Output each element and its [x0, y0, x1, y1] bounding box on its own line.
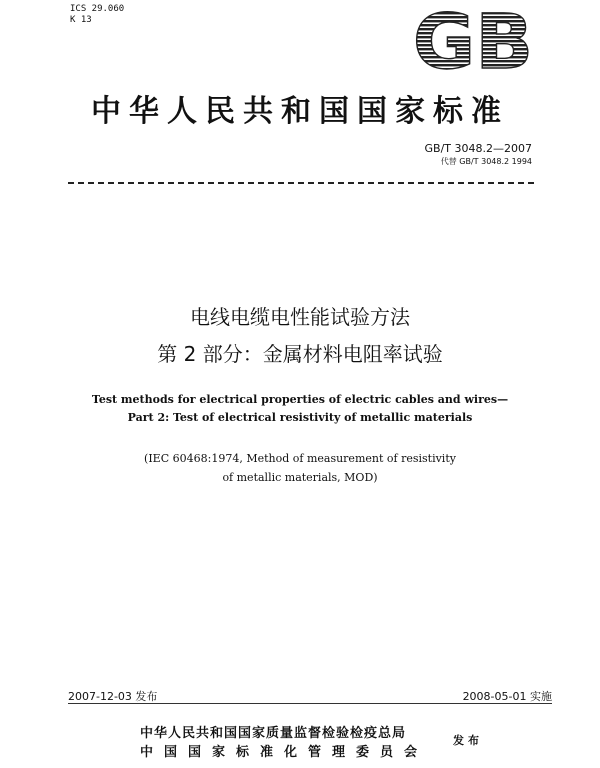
header-divider — [68, 182, 534, 184]
standard-number: GB/T 3048.2—2007 — [424, 142, 532, 155]
title-chinese-line2: 第 2 部分：金属材料电阻率试验 — [157, 342, 443, 366]
title-chinese-line1: 电线电缆电性能试验方法 — [190, 305, 410, 329]
category-code: K 13 — [70, 15, 92, 25]
classification-codes — [70, 4, 124, 26]
title-english-line1: Test methods for electrical properties of electric cables and wires— — [91, 393, 509, 406]
replaces-standard: 代替 GB/T 3048.2 1994 — [440, 157, 532, 166]
footer-divider — [68, 703, 552, 704]
implementation-date: 2008-05-01 实施 — [462, 690, 552, 703]
iec-reference-line2: of metallic materials, MOD) — [222, 471, 378, 484]
gb-logo — [398, 8, 548, 74]
issue-date: 2007-12-03 发布 — [68, 690, 158, 703]
title-english-line2: Part 2: Test of electrical resistivity of metallic materials — [127, 411, 473, 424]
gb-logo-text: GB — [412, 8, 534, 74]
iec-reference-line1: (IEC 60468:1974, Method of measurement of resistivity — [144, 452, 456, 465]
national-standard-title: 中华人民共和国国家标准 — [91, 94, 509, 129]
publish-label: 发布 — [453, 734, 483, 747]
issuing-org-line2: 中国国家标准化管理委员会 — [140, 745, 429, 760]
ics-code: ICS 29.060 — [70, 4, 125, 14]
standard-number-block — [425, 142, 532, 168]
issuing-org-line1: 中华人民共和国国家质量监督检验检疫总局 — [140, 726, 407, 741]
